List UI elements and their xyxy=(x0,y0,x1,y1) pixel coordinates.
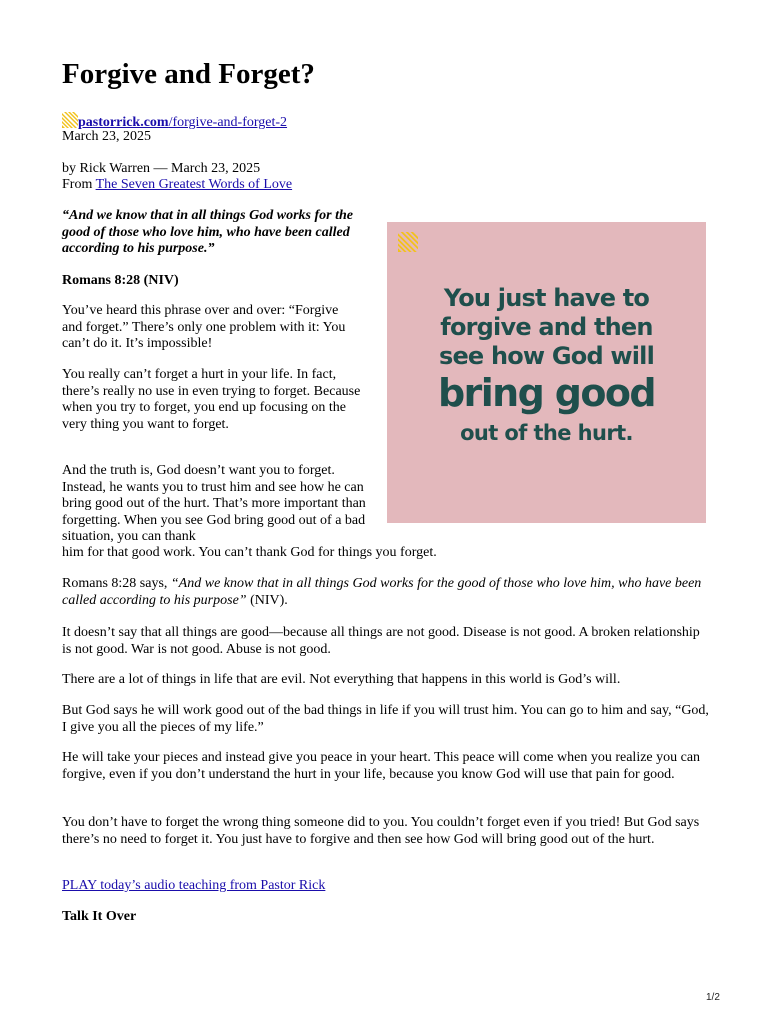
source-date: March 23, 2025 xyxy=(62,129,152,144)
play-audio-link[interactable]: PLAY today’s audio teaching from Pastor Rick xyxy=(62,878,326,893)
quote-card-line-5: out of the hurt. xyxy=(460,421,633,445)
paragraph-2: You really can’t forget a hurt in your life. In fact, there’s really no use in even trying to forget. Because when you try to forget, you end up focusing on the very thing you want to forget. xyxy=(62,367,361,432)
paragraph-5: It doesn’t say that all things are good—because all things are not good. Disease is not good. A broken relationship is not good. War is not good. Abuse is not good. xyxy=(62,625,700,657)
sunrise-logo-icon xyxy=(62,112,78,128)
paragraph-3: And the truth is, God doesn’t want you to forget. Instead, he wants you to trust him and see how he can bring good out of the hurt. That’s more important than forgetting. When you see God bring good out of a bad situation, you can thank xyxy=(62,463,366,544)
paragraph-3-end: him for that good work. You can’t thank God for things you forget. xyxy=(62,545,437,560)
sunrise-logo-icon xyxy=(398,232,418,252)
paragraph-1: You’ve heard this phrase over and over: “Forgive and forget.” There’s only one problem with it: You can’t do it. It’s impossible! xyxy=(62,303,346,351)
scripture-reference: Romans 8:28 (NIV) xyxy=(62,273,179,288)
paragraph-6: There are a lot of things in life that are evil. Not everything that happens in this world is God’s will. xyxy=(62,672,621,687)
source-link[interactable] xyxy=(78,115,287,130)
paragraph-8: He will take your pieces and instead give you peace in your heart. This peace will come when you realize you can forgive, even if you don’t understand the hurt in your life, because you know God will use that pain for good. xyxy=(62,750,701,782)
source-path: /forgive-and-forget-2 xyxy=(168,115,288,130)
article-title: Forgive and Forget? xyxy=(62,58,315,90)
from-line xyxy=(62,177,292,194)
quote-card-image xyxy=(387,222,706,523)
quote-card-line-1: You just have to xyxy=(443,284,650,312)
from-prefix: From xyxy=(62,177,96,192)
quote-card-line-4: bring good xyxy=(437,371,656,415)
page-number: 1/2 xyxy=(706,992,720,1003)
scripture-quote: “And we know that in all things God works for the good of those who love him, who have been called according to his purpose.” xyxy=(62,208,353,256)
byline: by Rick Warren — March 23, 2025 xyxy=(62,161,261,176)
quote-card-line-3: see how God will xyxy=(438,342,655,370)
paragraph-4 xyxy=(62,576,712,609)
play-audio-line xyxy=(62,878,712,895)
quote-card-line-2: forgive and then xyxy=(440,313,653,341)
paragraph-4-quote: “And we know that in all things God works for the good of those who love him, who have been called according to his purpose” xyxy=(62,576,702,608)
talk-it-over-heading: Talk It Over xyxy=(62,909,137,924)
paragraph-4-prefix: Romans 8:28 says, xyxy=(62,576,171,591)
paragraph-4-suffix: (NIV). xyxy=(246,592,288,608)
quote-card-text xyxy=(387,284,706,451)
paragraph-7: But God says he will work good out of the bad things in life if you will trust him. You can go to him and say, “God, I give you all the pieces of my life.” xyxy=(62,703,709,735)
source-domain: pastorrick.com xyxy=(78,115,169,130)
paragraph-9: You don’t have to forget the wrong thing someone did to you. You couldn’t forget even if you tried! But God says there’s no need to forget it. You just have to forgive and then see how God will bring good out of the hurt. xyxy=(62,815,700,847)
series-link[interactable]: The Seven Greatest Words of Love xyxy=(95,177,293,192)
